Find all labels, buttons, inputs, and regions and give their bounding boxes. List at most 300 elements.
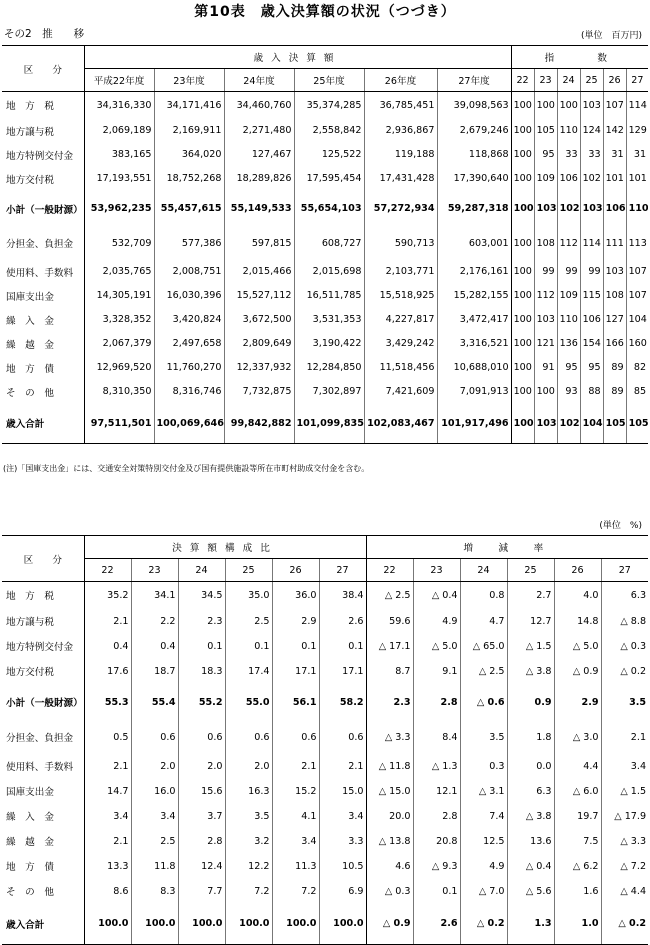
cell-value: 15,527,112 (224, 284, 294, 308)
table-row (2, 904, 648, 945)
cell-value: 59.6 (366, 609, 413, 634)
cell-value: 4.1 (272, 804, 319, 829)
col-header-composition: 27 (319, 559, 366, 582)
cell-value: △ 7.2 (601, 854, 648, 879)
cell-value: 20.8 (413, 829, 460, 854)
cell-value: 17,193,551 (84, 167, 154, 191)
cell-value: 11.8 (131, 854, 178, 879)
cell-value: 2,008,751 (154, 260, 224, 284)
table-row (2, 634, 648, 659)
cell-value: 100 (557, 92, 580, 119)
cell-value: 39,098,563 (437, 92, 511, 119)
cell-value: 103 (603, 260, 626, 284)
cell-value: 11,518,456 (364, 356, 437, 380)
cell-value: 7.2 (225, 879, 272, 904)
cell-value: 101 (626, 167, 648, 191)
cell-value: 2,497,658 (154, 332, 224, 356)
row-label: 繰 越 金 (6, 339, 54, 351)
cell-value: 31 (626, 143, 648, 167)
cell-value: 127 (603, 308, 626, 332)
cell-value: 104 (626, 308, 648, 332)
cell-value: 12.5 (460, 829, 507, 854)
cell-value: 8.7 (366, 659, 413, 684)
table-row (2, 829, 648, 854)
cell-value: 19.7 (554, 804, 601, 829)
cell-value: 2.6 (413, 904, 460, 945)
col-header-rate: 24 (460, 559, 507, 582)
row-label: 国庫支出金 (6, 787, 54, 798)
cell-value: 103 (580, 191, 603, 227)
col-header-year: 25年度 (294, 69, 364, 92)
cell-value: 55,457,615 (154, 191, 224, 227)
revenue-ratio-table (2, 535, 648, 945)
row-label: そ の 他 (6, 387, 54, 399)
cell-value: 4.0 (554, 582, 601, 609)
cell-value: 55,654,103 (294, 191, 364, 227)
cell-value: 11.3 (272, 854, 319, 879)
cell-value: 15.0 (319, 779, 366, 804)
cell-value: 1.6 (554, 879, 601, 904)
cell-value: △ 17.1 (366, 634, 413, 659)
table-row (2, 260, 648, 284)
cell-value: 14.8 (554, 609, 601, 634)
row-label: 地方交付税 (6, 174, 54, 186)
cell-value: 59,287,318 (437, 191, 511, 227)
cell-value: △ 0.3 (601, 634, 648, 659)
cell-value: 3.5 (225, 804, 272, 829)
cell-value: 2.1 (319, 754, 366, 779)
cell-value: 99 (557, 260, 580, 284)
cell-value: 608,727 (294, 227, 364, 260)
cell-value: 15.6 (178, 779, 225, 804)
cell-value: 160 (626, 332, 648, 356)
cell-value: 97,511,501 (84, 404, 154, 444)
cell-value: 106 (557, 167, 580, 191)
cell-value: 2,679,246 (437, 119, 511, 143)
row-label: 地 方 債 (6, 363, 54, 375)
cell-value: △ 7.0 (460, 879, 507, 904)
cell-value: 103 (534, 308, 557, 332)
row-label: 繰 越 金 (6, 837, 54, 848)
row-label: 小計（一般財源） (6, 204, 83, 216)
table-row (2, 582, 648, 609)
cell-value: 36,785,451 (364, 92, 437, 119)
cell-value: 100.0 (319, 904, 366, 945)
col-header-composition: 25 (225, 559, 272, 582)
table-row (2, 380, 648, 404)
cell-value: 597,815 (224, 227, 294, 260)
group-header-amount: 歳入決算額 (84, 46, 511, 69)
col-header-year: 平成22年度 (84, 69, 154, 92)
group-header-composition: 決算額構成比 (84, 536, 366, 559)
cell-value: 16.0 (131, 779, 178, 804)
cell-value: 108 (603, 284, 626, 308)
cell-value: 2.5 (131, 829, 178, 854)
cell-value: 0.6 (272, 721, 319, 754)
cell-value: 2.3 (178, 609, 225, 634)
cell-value: 2.1 (84, 754, 131, 779)
cell-value: 12,337,932 (224, 356, 294, 380)
cell-value: 100 (511, 119, 534, 143)
cell-value: 119,188 (364, 143, 437, 167)
cell-value: 2.0 (131, 754, 178, 779)
row-label: 地方特例交付金 (6, 642, 74, 653)
cell-value: 166 (603, 332, 626, 356)
table-row (2, 721, 648, 754)
cell-value: △ 0.2 (601, 904, 648, 945)
col-header-composition: 23 (131, 559, 178, 582)
cell-value: 2.9 (272, 609, 319, 634)
col-header-year: 23年度 (154, 69, 224, 92)
cell-value: △ 1.5 (601, 779, 648, 804)
cell-value: 12.2 (225, 854, 272, 879)
cell-value: △ 2.5 (366, 582, 413, 609)
table-row (2, 779, 648, 804)
cell-value: 109 (534, 167, 557, 191)
row-label: 地方譲与税 (6, 617, 54, 628)
cell-value: 100,069,646 (154, 404, 224, 444)
cell-value: 31 (603, 143, 626, 167)
cell-value: △ 3.8 (507, 804, 554, 829)
row-label: 地方譲与税 (6, 126, 54, 138)
cell-value: 95 (557, 356, 580, 380)
cell-value: 110 (557, 119, 580, 143)
cell-value: 7.7 (178, 879, 225, 904)
cell-value: 16.3 (225, 779, 272, 804)
col-header-composition: 24 (178, 559, 225, 582)
cell-value: 115 (580, 284, 603, 308)
cell-value: 99 (534, 260, 557, 284)
cell-value: 15.2 (272, 779, 319, 804)
table-row (2, 659, 648, 684)
cell-value: 12,284,850 (294, 356, 364, 380)
cell-value: 18.3 (178, 659, 225, 684)
col-header-index: 22 (511, 69, 534, 92)
cell-value: 33 (580, 143, 603, 167)
cell-value: 3,531,353 (294, 308, 364, 332)
cell-value: 3.2 (225, 829, 272, 854)
cell-value: 364,020 (154, 143, 224, 167)
cell-value: 0.1 (178, 634, 225, 659)
cell-value: △ 6.0 (554, 779, 601, 804)
cell-value: 6.3 (507, 779, 554, 804)
cell-value: 16,030,396 (154, 284, 224, 308)
cell-value: 35.2 (84, 582, 131, 609)
cell-value: 2.1 (84, 829, 131, 854)
cell-value: 100.0 (225, 904, 272, 945)
cell-value: 100.0 (272, 904, 319, 945)
cell-value: 1.8 (507, 721, 554, 754)
cell-value: △ 2.5 (460, 659, 507, 684)
row-label: 地 方 債 (6, 862, 54, 873)
cell-value: 0.8 (460, 582, 507, 609)
cell-value: 7.5 (554, 829, 601, 854)
cell-value: 3,429,242 (364, 332, 437, 356)
cell-value: 17.4 (225, 659, 272, 684)
cell-value: 110 (557, 308, 580, 332)
cell-value: 99 (580, 260, 603, 284)
cell-value: 102 (557, 191, 580, 227)
cell-value: 34,316,330 (84, 92, 154, 119)
cell-value: 3,420,824 (154, 308, 224, 332)
cell-value: △ 4.4 (601, 879, 648, 904)
cell-value: 603,001 (437, 227, 511, 260)
cell-value: 34.1 (131, 582, 178, 609)
col-header-index: 24 (557, 69, 580, 92)
cell-value: 2.5 (225, 609, 272, 634)
col-header-index: 27 (626, 69, 648, 92)
cell-value: 111 (603, 227, 626, 260)
table-row (2, 92, 648, 119)
cell-value: 106 (603, 191, 626, 227)
cell-value: 2.0 (178, 754, 225, 779)
cell-value: △ 0.6 (460, 684, 507, 721)
cell-value: △ 0.3 (366, 879, 413, 904)
row-label: 使用料、手数料 (6, 267, 74, 279)
cell-value: 2,069,189 (84, 119, 154, 143)
cell-value: △ 5.0 (413, 634, 460, 659)
cell-value: 0.1 (225, 634, 272, 659)
cell-value: 0.0 (507, 754, 554, 779)
cell-value: 95 (534, 143, 557, 167)
cell-value: 12.4 (178, 854, 225, 879)
cell-value: 103 (580, 92, 603, 119)
cell-value: 8.4 (413, 721, 460, 754)
cell-value: △ 0.4 (413, 582, 460, 609)
cell-value: 101 (603, 167, 626, 191)
col-header-rate: 22 (366, 559, 413, 582)
row-header: 区 分 (2, 46, 84, 92)
cell-value: 577,386 (154, 227, 224, 260)
cell-value: △ 13.8 (366, 829, 413, 854)
cell-value: 2,103,771 (364, 260, 437, 284)
cell-value: 17,390,640 (437, 167, 511, 191)
cell-value: 88 (580, 380, 603, 404)
cell-value: 10.5 (319, 854, 366, 879)
cell-value: 7,091,913 (437, 380, 511, 404)
cell-value: 2,169,911 (154, 119, 224, 143)
cell-value: 34.5 (178, 582, 225, 609)
cell-value: 2,015,698 (294, 260, 364, 284)
cell-value: 383,165 (84, 143, 154, 167)
table-row (2, 356, 648, 380)
cell-value: 99,842,882 (224, 404, 294, 444)
cell-value: 11,760,270 (154, 356, 224, 380)
cell-value: 2,936,867 (364, 119, 437, 143)
cell-value: 0.9 (507, 684, 554, 721)
cell-value: △ 0.9 (554, 659, 601, 684)
table-row (2, 227, 648, 260)
table-row (2, 754, 648, 779)
cell-value: 55.0 (225, 684, 272, 721)
cell-value: 85 (626, 380, 648, 404)
cell-value: 4,227,817 (364, 308, 437, 332)
cell-value: 56.1 (272, 684, 319, 721)
cell-value: 106 (580, 308, 603, 332)
cell-value: 1.3 (507, 904, 554, 945)
cell-value: △ 15.0 (366, 779, 413, 804)
cell-value: 3.4 (601, 754, 648, 779)
cell-value: 7,421,609 (364, 380, 437, 404)
cell-value: 57,272,934 (364, 191, 437, 227)
cell-value: △ 6.2 (554, 854, 601, 879)
table-row (2, 854, 648, 879)
row-header: 区 分 (2, 536, 84, 582)
col-header-year: 24年度 (224, 69, 294, 92)
col-header-index: 26 (603, 69, 626, 92)
cell-value: 0.6 (178, 721, 225, 754)
table-row (2, 167, 648, 191)
cell-value: 136 (557, 332, 580, 356)
cell-value: 104 (580, 404, 603, 444)
cell-value: 2.8 (413, 684, 460, 721)
row-label: そ の 他 (6, 887, 54, 898)
cell-value: 142 (603, 119, 626, 143)
cell-value: 14,305,191 (84, 284, 154, 308)
cell-value: 2,558,842 (294, 119, 364, 143)
cell-value: 100.0 (178, 904, 225, 945)
cell-value: 114 (626, 92, 648, 119)
cell-value: △ 65.0 (460, 634, 507, 659)
cell-value: 100 (511, 404, 534, 444)
table-row (2, 191, 648, 227)
cell-value: 2,035,765 (84, 260, 154, 284)
cell-value: 2.3 (366, 684, 413, 721)
cell-value: 112 (557, 227, 580, 260)
cell-value: 34,171,416 (154, 92, 224, 119)
unit-label-2: (単位 %) (599, 521, 642, 531)
cell-value: 89 (603, 356, 626, 380)
cell-value: 121 (534, 332, 557, 356)
cell-value: 17,431,428 (364, 167, 437, 191)
cell-value: 3.4 (131, 804, 178, 829)
cell-value: 109 (557, 284, 580, 308)
cell-value: 108 (534, 227, 557, 260)
cell-value: 100 (511, 167, 534, 191)
cell-value: 2.2 (131, 609, 178, 634)
cell-value: 35.0 (225, 582, 272, 609)
section-subtitle: その2 推 移 (4, 28, 85, 40)
table-row (2, 308, 648, 332)
cell-value: 2.0 (225, 754, 272, 779)
cell-value: 112 (534, 284, 557, 308)
cell-value: 6.9 (319, 879, 366, 904)
cell-value: △ 0.2 (460, 904, 507, 945)
cell-value: 4.6 (366, 854, 413, 879)
cell-value: 36.0 (272, 582, 319, 609)
cell-value: 2,809,649 (224, 332, 294, 356)
unit-label-1: (単位 百万円) (580, 31, 642, 41)
cell-value: △ 5.6 (507, 879, 554, 904)
cell-value: 58.2 (319, 684, 366, 721)
cell-value: 7.4 (460, 804, 507, 829)
cell-value: 0.3 (460, 754, 507, 779)
cell-value: 17.6 (84, 659, 131, 684)
cell-value: 100 (534, 380, 557, 404)
cell-value: 100 (511, 284, 534, 308)
cell-value: 7,732,875 (224, 380, 294, 404)
cell-value: 100 (534, 92, 557, 119)
cell-value: 38.4 (319, 582, 366, 609)
revenue-amount-table (2, 45, 648, 444)
cell-value: 9.1 (413, 659, 460, 684)
cell-value: 100 (511, 380, 534, 404)
col-header-composition: 26 (272, 559, 319, 582)
cell-value: 6.3 (601, 582, 648, 609)
cell-value: 1.0 (554, 904, 601, 945)
cell-value: 124 (580, 119, 603, 143)
cell-value: 18,752,268 (154, 167, 224, 191)
row-label: 分担金、負担金 (6, 239, 74, 250)
cell-value: △ 0.9 (366, 904, 413, 945)
cell-value: 107 (626, 260, 648, 284)
cell-value: 110 (626, 191, 648, 227)
row-label: 地方交付税 (6, 667, 54, 678)
col-header-year: 27年度 (437, 69, 511, 92)
cell-value: 0.6 (131, 721, 178, 754)
cell-value: 55.2 (178, 684, 225, 721)
row-label: 歳入合計 (2, 404, 84, 444)
cell-value: △ 17.9 (601, 804, 648, 829)
cell-value: 13.6 (507, 829, 554, 854)
col-header-rate: 27 (601, 559, 648, 582)
cell-value: 100 (511, 227, 534, 260)
table-row (2, 684, 648, 721)
group-header-index: 指 数 (511, 46, 648, 69)
cell-value: 3.3 (319, 829, 366, 854)
cell-value: △ 3.0 (554, 721, 601, 754)
cell-value: 129 (626, 119, 648, 143)
cell-value: 105 (534, 119, 557, 143)
cell-value: 2.1 (272, 754, 319, 779)
cell-value: 3.7 (178, 804, 225, 829)
cell-value: △ 8.8 (601, 609, 648, 634)
row-label: 繰 入 金 (6, 315, 54, 327)
cell-value: 100.0 (84, 904, 131, 945)
cell-value: △ 3.3 (601, 829, 648, 854)
cell-value: 100 (511, 308, 534, 332)
cell-value: 82 (626, 356, 648, 380)
cell-value: 33 (557, 143, 580, 167)
cell-value: 93 (557, 380, 580, 404)
cell-value: 100 (511, 143, 534, 167)
cell-value: 2.6 (319, 609, 366, 634)
row-label: 分担金、負担金 (6, 733, 74, 744)
cell-value: 154 (580, 332, 603, 356)
row-label: 地 方 税 (6, 591, 54, 603)
cell-value: 8,316,746 (154, 380, 224, 404)
cell-value: 0.5 (84, 721, 131, 754)
col-header-rate: 26 (554, 559, 601, 582)
group-header-change-rate: 増 減 率 (366, 536, 648, 559)
cell-value: 2.7 (507, 582, 554, 609)
cell-value: 113 (626, 227, 648, 260)
cell-value: 2.1 (84, 609, 131, 634)
cell-value: 7.2 (272, 879, 319, 904)
cell-value: 3.4 (319, 804, 366, 829)
table-row (2, 143, 648, 167)
cell-value: 55,149,533 (224, 191, 294, 227)
cell-value: 15,282,155 (437, 284, 511, 308)
cell-value: 2.9 (554, 684, 601, 721)
cell-value: 102 (580, 167, 603, 191)
cell-value: 532,709 (84, 227, 154, 260)
cell-value: 107 (626, 284, 648, 308)
cell-value: 0.6 (225, 721, 272, 754)
cell-value: 100 (511, 92, 534, 119)
cell-value: 18.7 (131, 659, 178, 684)
cell-value: 8,310,350 (84, 380, 154, 404)
